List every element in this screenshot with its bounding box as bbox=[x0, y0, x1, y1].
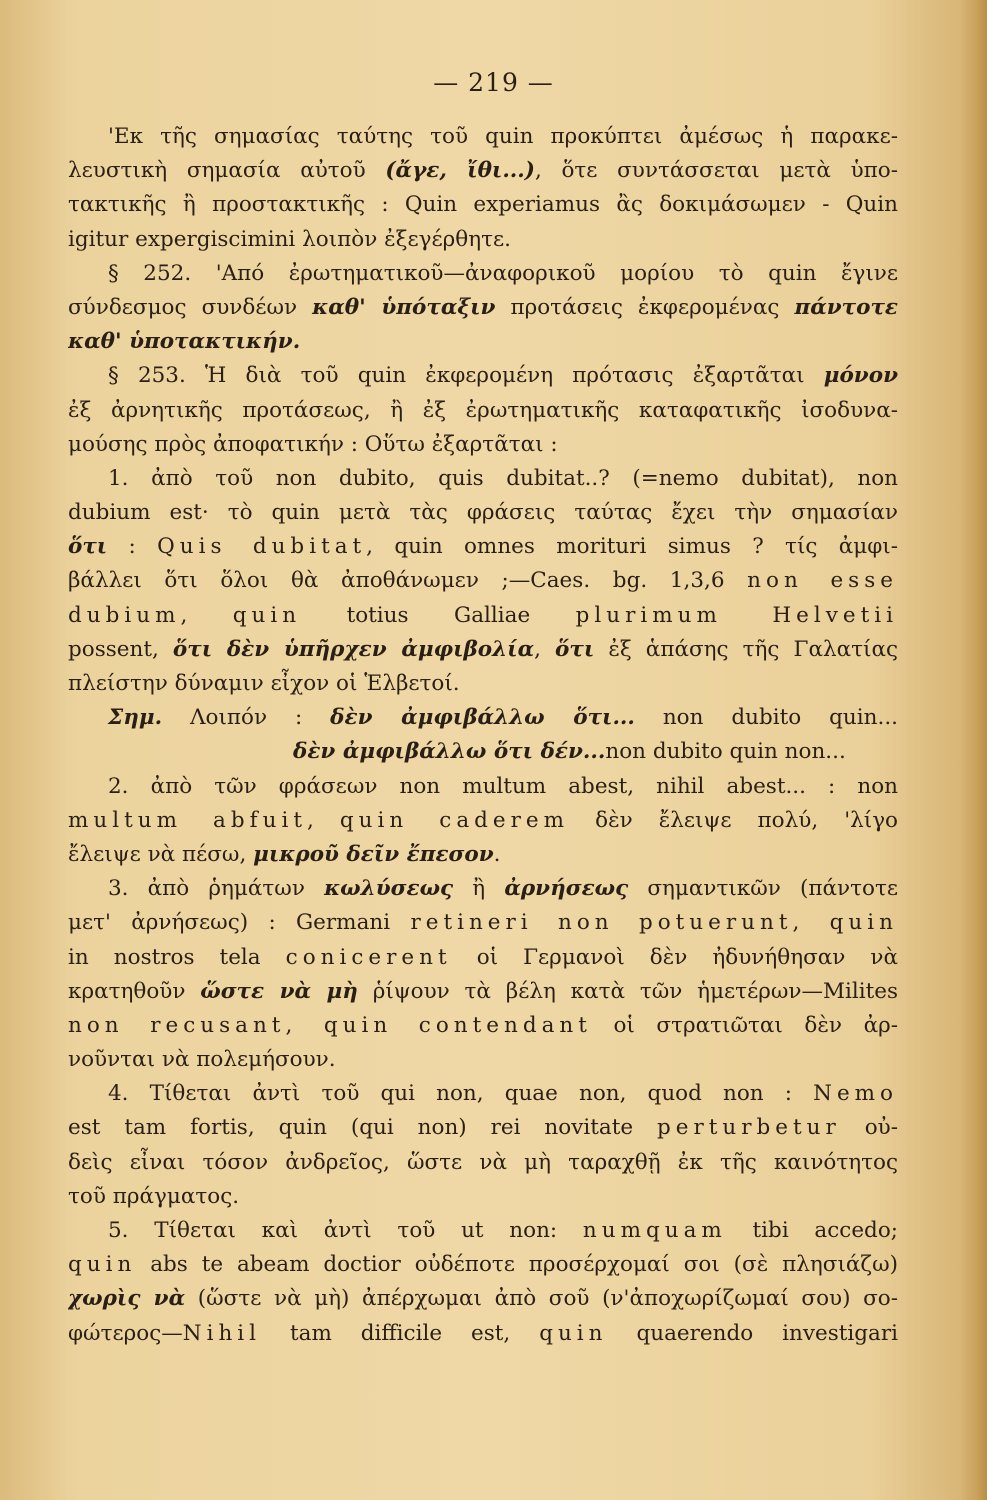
text-run: δὲν ἔλειψε πολύ, 'λίγο bbox=[569, 807, 898, 833]
text-line bbox=[68, 804, 898, 838]
text-run: est tam fortis, quin (qui non) rei novitate bbox=[68, 1115, 657, 1141]
text-run: κρατηθοῦν bbox=[68, 978, 201, 1004]
text-run: 5. Τίθεται καὶ ἀντὶ τοῦ ut non: bbox=[108, 1218, 583, 1243]
text-run: in nostros tela bbox=[68, 944, 286, 970]
text-run: . bbox=[493, 841, 501, 867]
emphasis-text: ὥστε νὰ μὴ bbox=[200, 978, 358, 1004]
text-run: οἱ Γερμανοὶ δὲν ἠδυνήθησαν νὰ bbox=[451, 944, 898, 970]
spaced-text: quin caderem bbox=[339, 807, 570, 833]
text-line bbox=[68, 872, 898, 906]
text-run: , bbox=[180, 602, 233, 628]
text-run: igitur expergiscimini λοιπὸν ἐξεγέρθητε. bbox=[68, 226, 511, 252]
text-line bbox=[68, 120, 898, 154]
emphasis-text: Σημ. bbox=[108, 705, 163, 731]
text-run: 4. Τίθεται ἀντὶ τοῦ qui non, quae non, quod non : bbox=[108, 1081, 814, 1107]
text-run: προτάσεις ἐκφερομένας bbox=[495, 294, 795, 320]
text-line bbox=[68, 530, 898, 564]
text-line bbox=[68, 1317, 898, 1351]
text-line bbox=[68, 1248, 898, 1282]
text-line bbox=[68, 188, 898, 222]
text-line bbox=[68, 291, 898, 325]
emphasis-text: δὲν ἀμφιβάλλω ὅτι δέν... bbox=[293, 739, 606, 765]
emphasis-text: ἀρνήσεως bbox=[504, 876, 629, 902]
text-line bbox=[68, 1180, 898, 1214]
text-line bbox=[68, 257, 898, 291]
text-line bbox=[68, 1111, 898, 1145]
emphasis-text: μόνον bbox=[823, 363, 898, 389]
emphasis-text: (ἄγε, ἴθι...) bbox=[385, 158, 535, 184]
spaced-text: quin bbox=[539, 1320, 608, 1346]
text-run: non dubito quin... bbox=[634, 705, 898, 731]
text-run: possent, bbox=[68, 636, 173, 662]
text-line bbox=[68, 154, 898, 188]
emphasis-text: καθ' ὑποτακτικήν. bbox=[68, 329, 301, 355]
text-line bbox=[68, 633, 898, 667]
spaced-text: conicerent bbox=[285, 944, 452, 970]
text-run: ἢ bbox=[453, 876, 505, 902]
text-run: 3. ἀπὸ ῥημάτων bbox=[108, 876, 325, 902]
text-line bbox=[68, 428, 898, 462]
emphasis-text: χωρὶς νὰ bbox=[68, 1286, 186, 1312]
spaced-text: Quis dubitat bbox=[157, 534, 367, 560]
spaced-text: dubium bbox=[68, 602, 181, 628]
text-run: ἐξ ἁπάσης τῆς Γαλατίας bbox=[594, 636, 898, 662]
text-line bbox=[68, 1077, 898, 1111]
spaced-text: multum abfuit bbox=[68, 807, 307, 833]
text-run: , quin omnes morituri simus ? τίς ἀμφι- bbox=[366, 534, 898, 560]
text-run: μούσης πρὸς ἀποφατικήν : Οὕτω ἐξαρτᾶται : bbox=[68, 431, 558, 457]
emphasis-text: καθ' ὑπόταξιν bbox=[312, 294, 496, 320]
spaced-text: quin bbox=[232, 602, 302, 628]
text-run: λευστικὴ σημασία αὐτοῦ bbox=[68, 158, 386, 184]
text-run: : bbox=[107, 534, 158, 560]
text-run: non dubito quin non... bbox=[605, 739, 846, 765]
text-run: σημαντικῶν (πάντοτε bbox=[628, 876, 898, 902]
body-text bbox=[68, 120, 898, 1351]
spaced-text: Nihil bbox=[182, 1320, 262, 1346]
text-line bbox=[68, 462, 898, 496]
text-run: , bbox=[306, 807, 340, 833]
text-run: § 253. Ἡ διὰ τοῦ quin ἐκφερομένη πρότασις ἐξαρτᾶται bbox=[108, 363, 824, 389]
text-run: 2. ἀπὸ τῶν φράσεων non multum abest, nihil abest... : non bbox=[108, 773, 898, 799]
spaced-text: numquam bbox=[582, 1218, 727, 1243]
spaced-text: quin bbox=[68, 1252, 137, 1278]
spaced-text: Nemo bbox=[813, 1081, 898, 1107]
text-run: Λοιπόν : bbox=[162, 705, 331, 731]
text-line bbox=[68, 975, 898, 1009]
emphasis-text: πάντοτε bbox=[794, 294, 898, 320]
text-run: ἔλειψε νὰ πέσω, bbox=[68, 841, 254, 867]
text-line bbox=[68, 359, 898, 393]
text-run: dubium est· τὸ quin μετὰ τὰς φράσεις ταύτας ἔχει τὴν σημασίαν bbox=[68, 500, 898, 526]
text-run: ἐξ ἀρνητικῆς προτάσεως, ἢ ἐξ ἐρωτηματικῆς καταφατικῆς ἰσοδυνα- bbox=[68, 397, 898, 423]
page-edge bbox=[961, 0, 987, 1500]
spaced-text: non recusant, quin contendant bbox=[68, 1012, 592, 1038]
text-run: totius Galliae bbox=[301, 602, 576, 628]
emphasis-text: ὅτι bbox=[555, 636, 595, 662]
text-line bbox=[68, 496, 898, 530]
spaced-text: non esse bbox=[747, 568, 898, 594]
text-run: (ὥστε νὰ μὴ) ἀπέρχωμαι ἀπὸ σοῦ (ν'ἀποχωρίζωμαί σου) σο- bbox=[185, 1286, 898, 1312]
text-line bbox=[68, 564, 898, 598]
text-run: 1. ἀπὸ τοῦ non dubito, quis dubitat..? (=nemo dubitat), non bbox=[108, 465, 898, 491]
text-line bbox=[68, 701, 898, 735]
text-run: φώτερος— bbox=[68, 1320, 183, 1346]
text-run: § 252. 'Από ἐρωτηματικοῦ—ἀναφορικοῦ μορίου τὸ quin ἔγινε bbox=[108, 260, 898, 286]
text-line bbox=[68, 1146, 898, 1180]
text-run: , ὅτε συντάσσεται μετὰ ὑπο- bbox=[534, 158, 898, 184]
emphasis-text: δὲν ἀμφιβάλλω ὅτι... bbox=[330, 705, 635, 731]
text-run: σύνδεσμος συνδέων bbox=[68, 294, 313, 320]
text-line bbox=[68, 599, 898, 633]
text-line bbox=[68, 667, 898, 701]
text-run: τακτικῆς ἢ προστακτικῆς : Quin experiamus ἂς δοκιμάσωμεν - Quin bbox=[68, 192, 898, 218]
spaced-text: plurimum Helvetii bbox=[575, 602, 898, 628]
text-run: 'Εκ τῆς σημασίας ταύτης τοῦ quin προκύπτει ἀμέσως ἡ παρακε- bbox=[108, 124, 898, 149]
text-line bbox=[68, 906, 898, 940]
text-run: βάλλει ὅτι ὅλοι θὰ ἀποθάνωμεν ;—Caes. bg. 1,3,6 bbox=[68, 568, 748, 594]
text-line bbox=[68, 1043, 898, 1077]
text-run: οἱ στρατιῶται δὲν ἀρ- bbox=[591, 1012, 898, 1038]
text-line bbox=[68, 735, 898, 769]
text-line bbox=[68, 1282, 898, 1316]
text-run: quaerendo investigari bbox=[607, 1320, 898, 1346]
emphasis-text: μικροῦ δεῖν ἔπεσον bbox=[253, 841, 494, 867]
text-line bbox=[68, 770, 898, 804]
emphasis-text: ὅτι δὲν ὑπῆρχεν ἀμφιβολία bbox=[172, 636, 535, 662]
spaced-text: perturbetur bbox=[657, 1115, 841, 1141]
text-line bbox=[68, 941, 898, 975]
text-run: δεὶς εἶναι τόσον ἀνδρεῖος, ὥστε νὰ μὴ ταραχθῇ ἐκ τῆς καινότητος bbox=[68, 1149, 898, 1175]
text-run: ῥίψουν τὰ βέλη κατὰ τῶν ἡμετέρων—Milites bbox=[357, 978, 898, 1004]
text-run: οὐ- bbox=[840, 1115, 898, 1141]
text-run: tam difficile est, bbox=[261, 1320, 540, 1346]
text-line bbox=[68, 838, 898, 872]
text-line bbox=[68, 1214, 898, 1248]
text-line bbox=[68, 394, 898, 428]
text-line bbox=[68, 223, 898, 257]
text-run: , bbox=[534, 636, 556, 662]
text-run: πλείστην δύναμιν εἶχον οἱ Ἑλβετοί. bbox=[68, 671, 460, 696]
text-run: μετ' ἀρνήσεως) : Germani bbox=[68, 910, 411, 936]
text-run: νοῦνται νὰ πολεμήσουν. bbox=[68, 1047, 336, 1073]
page-number: — 219 — bbox=[433, 68, 554, 97]
text-line bbox=[68, 325, 898, 359]
emphasis-text: ὅτι bbox=[68, 534, 108, 560]
text-run: τοῦ πράγματος. bbox=[68, 1183, 240, 1209]
text-run: tibi accedo; bbox=[726, 1218, 898, 1243]
text-run: abs te abeam doctior οὐδέποτε προσέρχομαί σοι (σὲ πλησιάζω) bbox=[136, 1252, 898, 1278]
emphasis-text: κωλύσεως bbox=[324, 876, 454, 902]
spaced-text: retineri non potuerunt, quin bbox=[410, 910, 898, 936]
text-line bbox=[68, 1009, 898, 1043]
